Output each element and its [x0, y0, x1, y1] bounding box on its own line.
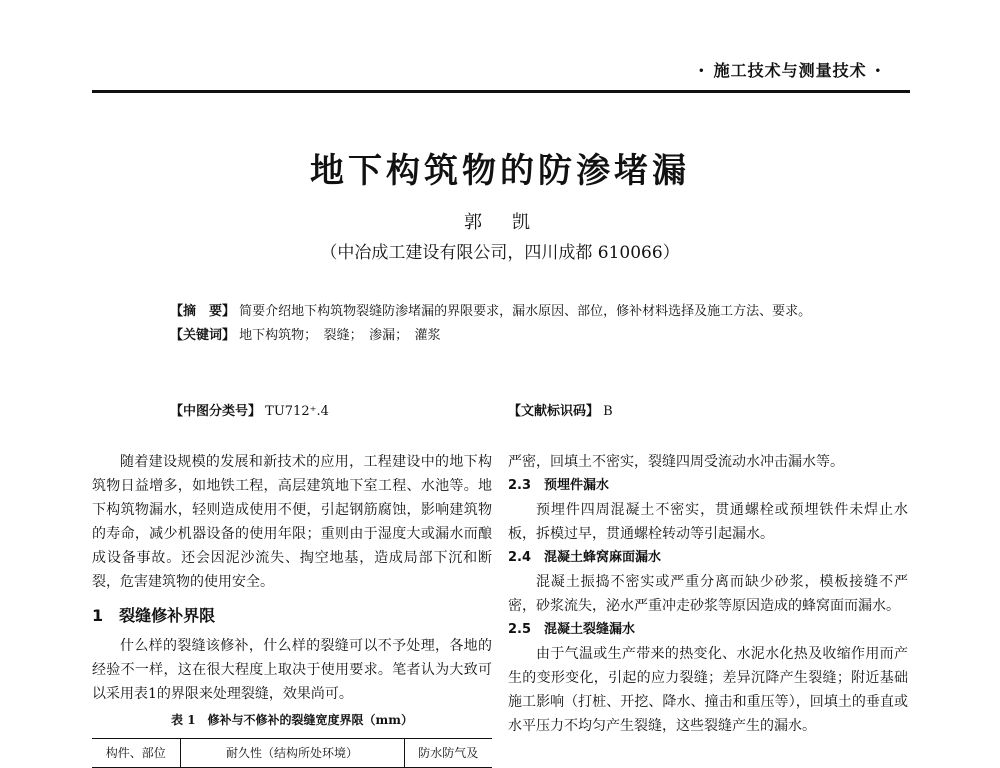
bullet-icon: • [874, 66, 882, 77]
keywords-label: 【关键词】 [170, 328, 236, 343]
right-column [508, 450, 908, 738]
classification-code [170, 400, 329, 419]
table-caption: 表 1 修补与不修补的裂缝宽度界限（mm） [171, 713, 413, 727]
abstract-label: 【摘 要】 [170, 304, 236, 319]
classification-value: TU712⁺.4 [265, 404, 329, 419]
section-2-4-heading: 2.4 混凝土蜂窝麻面漏水 [508, 550, 662, 565]
section-2-4-paragraph: 混凝土振捣不密实或严重分离而缺少砂浆，模板接缝不严密，砂浆流失，泌水严重冲走砂浆等原因造成的蜂窝面而漏水。 [508, 574, 908, 614]
abstract-text: 简要介绍地下构筑物裂缝防渗堵漏的界限要求，漏水原因、部位，修补材料选择及施工方法、要求。 [239, 304, 812, 319]
running-header [690, 58, 890, 81]
doc-id-label: 【文献标识码】 [508, 404, 600, 419]
keywords [140, 324, 880, 348]
section-2-5-paragraph: 由于气温或生产带来的热变化、水泥水化热及收缩作用而产生的变形变化，引起的应力裂缝；差异沉降产生裂缝；附近基础施工影响（打桩、开挖、降水、撞击和重压等），回填土的垂直或水平压力不均匀产生裂缝，这些裂缝产生的漏水。 [508, 646, 908, 734]
crack-width-table [92, 738, 492, 768]
bullet-icon: • [698, 66, 706, 77]
section-1-paragraph: 什么样的裂缝该修补，什么样的裂缝可以不予处理，各地的经验不一样，这在很大程度上取决于使用要求。笔者认为大致可以采用表1的界限来处理裂缝，效果尚可。 [92, 638, 492, 702]
table-header-cell: 防水防气及 [404, 739, 492, 768]
intro-paragraph: 随着建设规模的发展和新技术的应用，工程建设中的地下构筑物日益增多，如地铁工程，高层建筑地下室工程、水池等。地下构筑物漏水，轻则造成使用不便，引起钢筋腐蚀，影响建筑物的寿命，减少机器设备的使用年限；重则由于湿度大或漏水而酿成设备事故。还会因泥沙流失、掏空地基，造成局部下沉和断裂，危害建筑物的使用安全。 [92, 454, 492, 590]
keywords-text: 地下构筑物； 裂缝； 渗漏； 灌浆 [239, 328, 441, 343]
section-name: 施工技术与测量技术 [713, 61, 867, 80]
header-rule [92, 90, 910, 93]
table-header-cell: 耐久性（结构所处环境） [180, 739, 404, 768]
article-title: 地下构筑物的防渗堵漏 [310, 151, 690, 191]
section-2-3-paragraph: 预埋件四周混凝土不密实，贯通螺栓或预埋铁件未焊止水板，拆模过早，贯通螺栓转动等引起漏水。 [508, 502, 908, 542]
section-2-3-heading: 2.3 预埋件漏水 [508, 478, 610, 493]
table-header-cell: 构件、部位 [92, 739, 180, 768]
left-column [92, 450, 492, 768]
document-id-code [508, 400, 613, 419]
abstract-block [140, 300, 880, 348]
classification-label: 【中图分类号】 [170, 404, 262, 419]
table-header-row [92, 739, 492, 768]
author: 郭 凯 [464, 212, 536, 233]
affiliation: （中冶成工建设有限公司，四川成都 610066） [320, 243, 680, 263]
section-1-heading: 1 裂缝修补界限 [92, 606, 216, 625]
doc-id-value: B [603, 404, 613, 419]
continued-paragraph: 严密，回填土不密实，裂缝四周受流动水冲击漏水等。 [508, 454, 844, 470]
abstract [140, 300, 880, 324]
section-2-5-heading: 2.5 混凝土裂缝漏水 [508, 622, 636, 637]
